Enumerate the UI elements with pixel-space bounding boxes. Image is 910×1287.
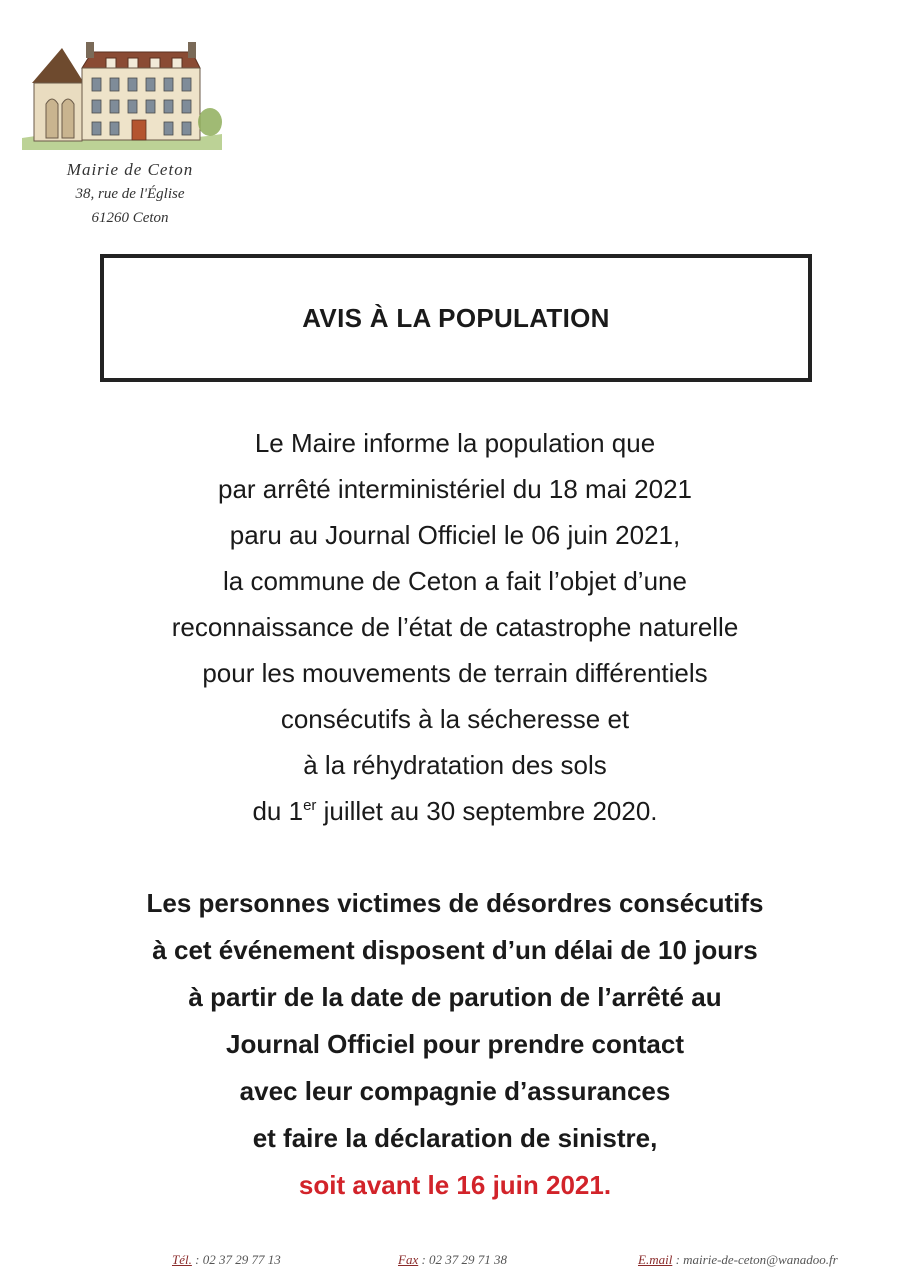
body-line: consécutifs à la sécheresse et (280, 704, 630, 734)
address-street: 38, rue de l'Église (75, 186, 185, 202)
body-line: paru au Journal Officiel le 06 juin 2021, (229, 520, 681, 550)
body-line-dates (0, 788, 910, 834)
notice-line: avec leur compagnie d’assurances (239, 1076, 671, 1106)
email-value[interactable]: : mairie-de-ceton@wanadoo.fr (672, 1252, 838, 1267)
footer-phone (172, 1252, 281, 1268)
notice-block (0, 880, 910, 1209)
email-label: E.mail (638, 1252, 673, 1267)
page-title: AVIS À LA POPULATION (302, 302, 610, 333)
announcement-body (0, 420, 910, 834)
date-suffix: juillet au 30 septembre 2020. (316, 796, 658, 826)
notice-line: à cet événement disposent d’un délai de 10 jours (152, 935, 758, 965)
town-hall-logo (22, 38, 222, 150)
title-box (100, 254, 812, 382)
deadline-line: soit avant le 16 juin 2021. (298, 1170, 612, 1200)
fax-value: : 02 37 29 71 38 (418, 1252, 508, 1267)
notice-line: Journal Officiel pour prendre contact (226, 1029, 684, 1059)
fax-label: Fax (398, 1252, 419, 1267)
body-line: la commune de Ceton a fait l’objet d’une (223, 566, 687, 596)
footer-email[interactable] (638, 1252, 838, 1268)
date-prefix: du 1 (252, 796, 304, 826)
phone-label: Tél. (172, 1252, 192, 1267)
body-line: reconnaissance de l’état de catastrophe naturelle (171, 612, 739, 642)
phone-value: : 02 37 29 77 13 (191, 1252, 281, 1267)
notice-line: à partir de la date de parution de l’arrêté au (188, 982, 722, 1012)
address-city: 61260 Ceton (91, 210, 169, 226)
body-line: à la réhydratation des sols (303, 750, 607, 780)
body-line: Le Maire informe la population que (254, 428, 656, 458)
mairie-name: Mairie de Ceton (66, 160, 194, 179)
footer-fax (398, 1252, 507, 1268)
date-superscript: er (303, 797, 317, 814)
mairie-address-block (30, 158, 230, 230)
notice-line: et faire la déclaration de sinistre, (252, 1123, 658, 1153)
body-line: pour les mouvements de terrain différentiels (202, 658, 708, 688)
body-line: par arrêté interministériel du 18 mai 2021 (217, 474, 693, 504)
footer-contact (0, 1252, 910, 1276)
notice-line: Les personnes victimes de désordres consécutifs (146, 888, 764, 918)
